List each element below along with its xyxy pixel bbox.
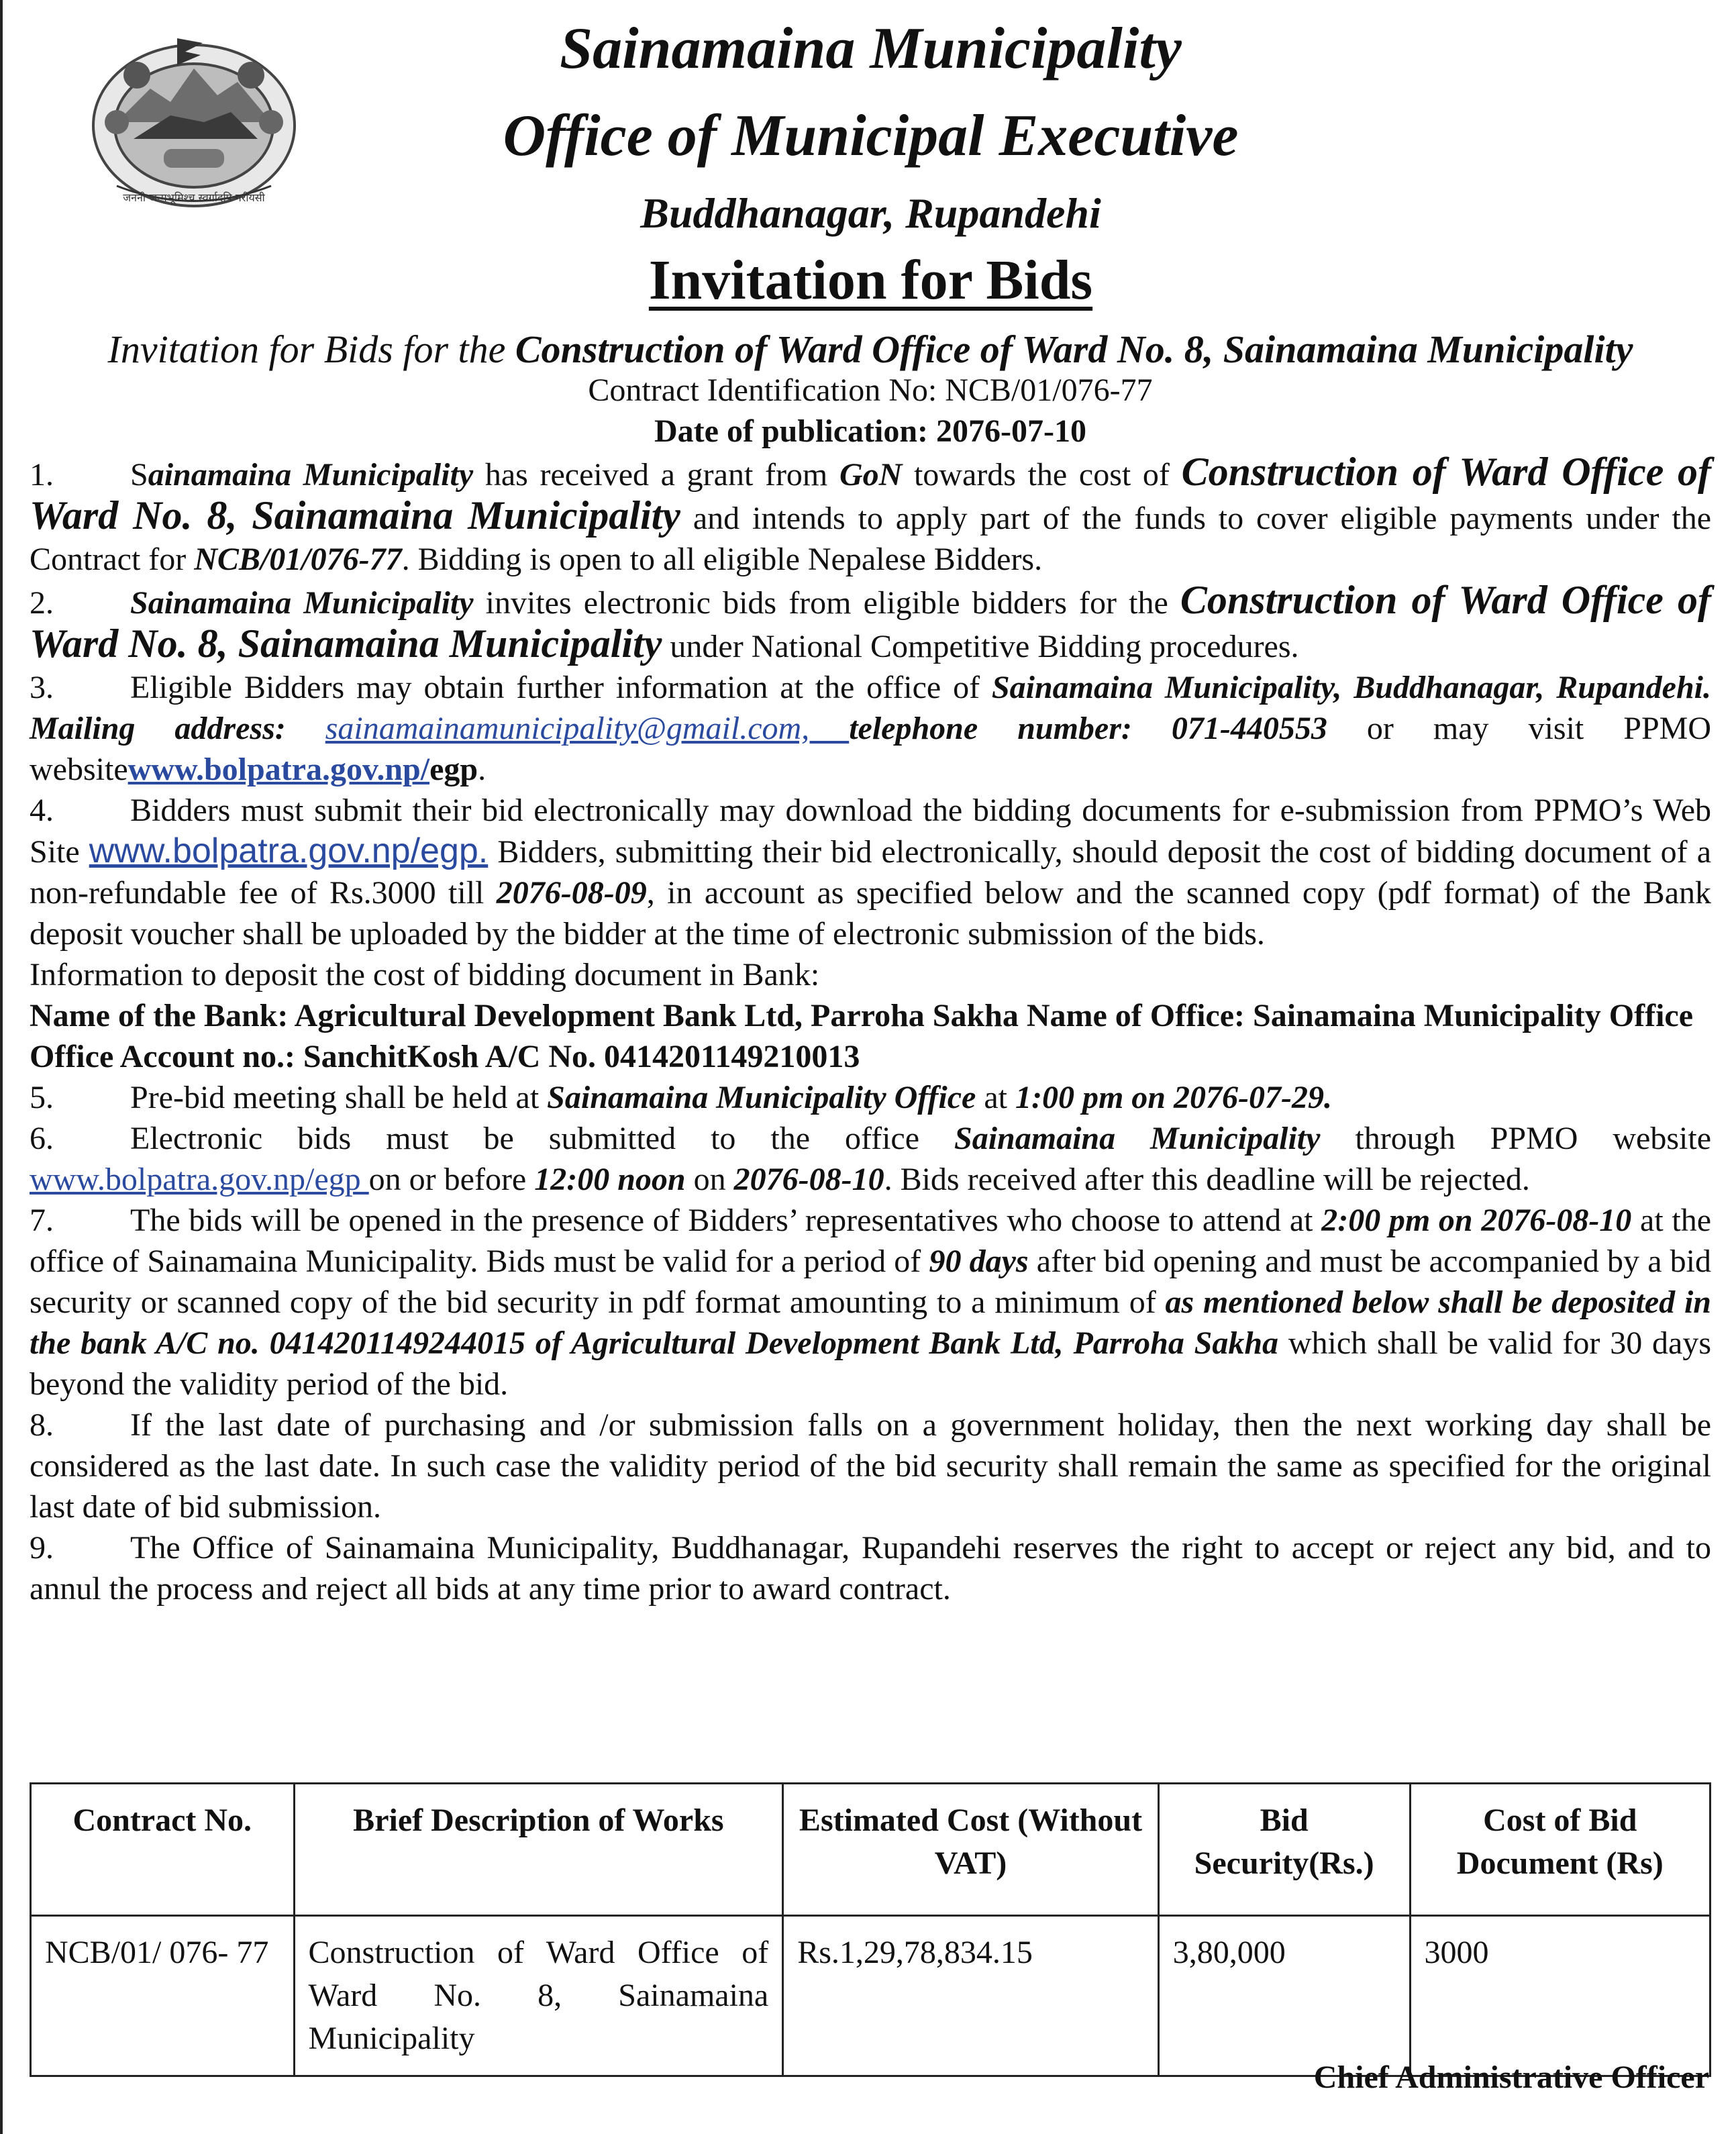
col-header-bid-security: Bid Security(Rs.) [1158,1784,1410,1916]
clause-1: 1. Sainamaina Municipality has received a grant from GoN towards the cost of Construction of Ward Office of Ward No. 8, Sainamaina Municipality and intends to apply part of the funds to cover eligible payments under the Contract for NCB/01/076-77. Bidding is open to all eligible Nepalese Bidders. [30,450,1712,577]
ppmo-egp-link[interactable]: www.bolpatra.gov.np/egp. [89,831,489,870]
bank-account-line: Office Account no.: SanchitKosh A/C No. 0414201149210013 [30,1039,860,1074]
office-name: Office of Municipal Executive [503,103,1239,168]
clause-2: 2. Sainamaina Municipality invites electronic bids from eligible bidders for the Construction of Ward Office of Ward No. 8, Sainamaina Municipality under National Competitive Bidding procedures. [30,578,1712,666]
cell-contract-no: NCB/01/ 076- 77 [31,1916,295,2076]
clause-number: 9. [30,1530,54,1566]
clause-7: 7. The bids will be opened in the presence of Bidders’ representatives who choose to attend at 2:00 pm on 2076-08-10 at the office of Sainamaina Municipality. Bids must be valid for a period of 90 days after bid opening and must be accompanied by a bid security or scanned copy of the bid security in pdf format amounting to a minimum of as mentioned below shall be deposited in the bank A/C no. 0414201149244015 of Agricultural Development Bank Ltd, Parroha Sakha which shall be valid for 30 days beyond the validity period of the bid. [30,1200,1711,1405]
doc-title [3,247,1736,314]
clause-5: 5. Pre-bid meeting shall be held at Sainamaina Municipality Office at 1:00 pm on 2076-07-29. [30,1077,1711,1118]
clause-9: 9. The Office of Sainamaina Municipality, Buddhanagar, Rupandehi reserves the right to accept or reject any bid, and to annul the process and reject all bids at any time prior to award contract. [30,1527,1711,1609]
col-header-doc-cost: Cost of Bid Document (Rs) [1410,1784,1710,1916]
signatory-title: Chief Administrative Officer [1313,2060,1709,2095]
intro-heading [30,329,1711,370]
clause-4: 4. Bidders must submit their bid electronically may download the bidding documents for e-submission from PPMO’s Web Site www.bolpatra.gov.np/egp. Bidders, submitting their bid electronically, should deposit the cost of bidding document of a non-refundable fee of Rs.3000 till 2076-08-09, in account as specified below and the scanned copy (pdf format) of the Bank deposit voucher shall be uploaded by the bidder at the time of electronic submission of the bids. [30,790,1711,954]
clause-6: 6. Electronic bids must be submitted to the office Sainamaina Municipality through PPMO website www.bolpatra.gov.np/egp on or before 12:00 noon on 2076-08-10. Bids received after this deadline will be rejected. [30,1118,1711,1200]
clause-number: 2. [30,585,54,621]
col-header-description: Brief Description of Works [294,1784,783,1916]
org-name: Sainamaina Municipality [560,16,1182,81]
intro-project: Construction of Ward Office of Ward No. 8, Sainamaina Municipality [515,327,1633,371]
publication-date-line: Date of publication: 2076-07-10 [654,413,1086,449]
ppmo-egp-link-2[interactable]: www.bolpatra.gov.np/egp [30,1162,369,1197]
col-header-contract-no: Contract No. [31,1784,295,1916]
clause-8: 8. If the last date of purchasing and /or submission falls on a government holiday, then the next working day shall be considered as the last date. In such case the validity period of the bid security shall remain the same as specified for the original last date of bid submission. [30,1405,1711,1527]
col-header-estimated-cost: Estimated Cost (Without VAT) [783,1784,1159,1916]
table-header-row [31,1784,1711,1916]
cell-doc-cost: 3000 [1410,1916,1710,2076]
clause-number: 5. [30,1080,54,1115]
email-link[interactable]: sainamainamunicipality@gmail.com, [325,711,850,746]
clause-number: 4. [30,793,54,828]
contract-id-line: Contract Identification No: NCB/01/076-77 [588,372,1153,408]
clause-number: 7. [30,1203,54,1238]
bank-name-line: Name of the Bank: Agricultural Development Bank Ltd, Parroha Sakha Name of Office: Sainamaina Municipality Office [30,998,1694,1033]
clause-number: 1. [30,457,54,493]
doc-title-text: Invitation for Bids [648,249,1093,311]
notice-body [30,329,1711,1609]
ppmo-website-link[interactable]: www.bolpatra.gov.np/ [127,752,430,787]
cell-estimated-cost: Rs.1,29,78,834.15 [783,1916,1159,2076]
cell-description: Construction of Ward Office of Ward No. 8, Sainamaina Municipality [294,1916,783,2076]
bank-intro: Information to deposit the cost of bidding document in Bank: [30,957,820,993]
clause-3: 3. Eligible Bidders may obtain further information at the office of Sainamaina Municipality, Buddhanagar, Rupandehi. Mailing address: sainamainamunicipality@gmail.com, telephone number: 071-440553 or may visit PPMO websitewww.bolpatra.gov.np/egp. [30,667,1711,790]
emblem-motto: जननी जन्मभूमिश्च स्वर्गादपि गरीयसी [123,191,265,204]
intro-prefix: Invitation for Bids for the [107,327,515,371]
office-location: Buddhanagar, Rupandehi [640,189,1101,237]
clause-number: 6. [30,1121,54,1156]
clause-number: 3. [30,670,54,705]
cell-bid-security: 3,80,000 [1158,1916,1410,2076]
bid-details-table [30,1782,1711,2077]
table-row [31,1916,1711,2076]
clause-number: 8. [30,1407,54,1443]
